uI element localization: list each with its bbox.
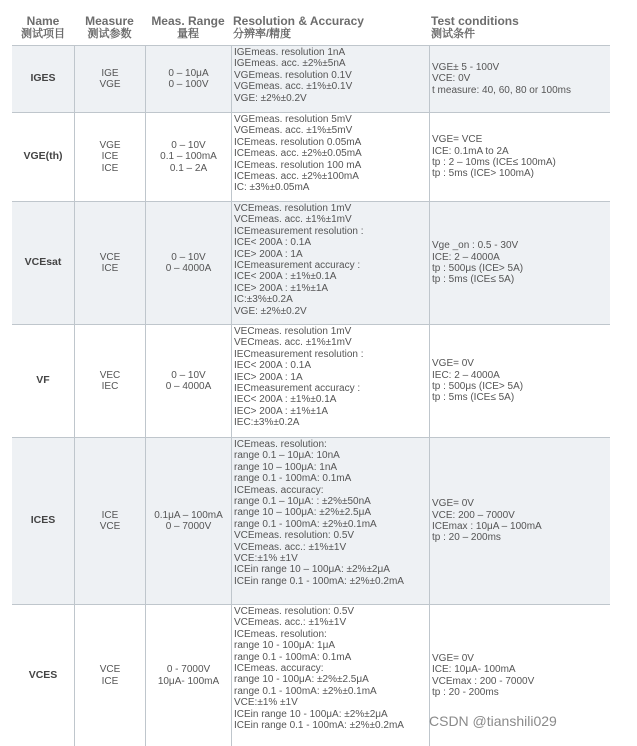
resolution-cell-line: ICEin range 0.1 - 100mA: ±2%±0.2mA [234,575,404,587]
measure-cell [74,202,145,324]
header-resolution [231,12,429,45]
conditions-cell-line: tp : 500μs (ICE> 5A) [432,263,524,274]
resolution-cell [231,605,429,746]
name-cell [12,202,74,324]
resolution-cell-line: range 0.1 - 100mA: 0.1mA [234,473,352,485]
table-body [12,45,610,746]
range-cell-line: 0 – 10V [171,251,206,263]
conditions-cell-line: tp : 5ms (ICE≤ 5A) [432,392,515,404]
header-measure-en: Measure [85,14,134,28]
table-row [12,45,610,112]
range-cell [145,605,231,746]
range-cell-line: 0 – 4000A [165,263,212,274]
conditions-cell-line: tp : 5ms (ICE≤ 5A) [432,274,515,286]
header-conditions-en: Test conditions [431,14,519,28]
conditions-cell-line: VCEmax : 200 - 7000V [432,675,535,687]
conditions-cell-line: tp : 5ms (ICE> 100mA) [432,168,534,180]
resolution-cell-line: IEC< 200A : ±1%±0.1A [234,394,337,406]
resolution-cell-line: VCEmeas. resolution 1mV [234,203,352,214]
measure-cell [74,325,145,437]
resolution-cell-line: range 0.1 – 10μA: : ±2%±50nA [234,496,371,508]
measure-cell-line: VGE [99,79,121,90]
resolution-cell-line: IEC> 200A : 1A [234,371,303,383]
table-header [12,12,610,45]
conditions-cell-line: VGE= 0V [432,652,474,664]
conditions-cell-line: IEC: 2 – 4000A [432,369,500,381]
range-cell-line: 0 – 10μA [168,67,209,79]
conditions-cell-line: VCE: 200 – 7000V [432,509,515,521]
conditions-cell [429,325,610,437]
resolution-cell-line: IEC> 200A : ±1%±1A [234,405,329,417]
resolution-cell [231,202,429,324]
table-row [12,201,610,324]
measure-cell-line: VCE [99,664,121,676]
measure-cell-line: VGE [99,139,121,151]
resolution-cell-line: ICEmeas. resolution 100 mA [234,159,362,171]
range-cell-line: 0 – 10V [171,369,206,381]
measure-cell-line: ICE [101,162,119,174]
resolution-cell-line: range 10 – 100μA: 1nA [234,461,338,473]
row-name: VF [36,374,50,387]
name-cell [12,605,74,746]
resolution-cell-line: VGE: ±2%±0.2V [234,92,307,104]
range-cell-line: 0.1μA – 100mA [154,509,223,521]
table-row [12,437,610,604]
resolution-cell-line: VGEmeas. resolution 5mV [234,114,352,125]
resolution-cell-line: IC: ±3%±0.05mA [234,182,310,194]
measure-cell-line: VCE [99,521,121,532]
header-name-zh: 测试项目 [21,28,65,40]
resolution-cell-line: ICEmeas. resolution: [234,439,327,450]
resolution-cell-line: ICEin range 10 – 100μA: ±2%±2μA [234,564,390,576]
resolution-cell-line: range 0.1 - 100mA: 0.1mA [234,651,352,663]
resolution-cell-line: IEC:±3%±0.2A [234,417,300,429]
header-resolution-en: Resolution & Accuracy [233,14,364,28]
range-cell [145,113,231,201]
resolution-cell-line: VGE: ±2%±0.2V [234,305,307,317]
conditions-cell-line: VGE= VCE [432,134,483,146]
resolution-cell-line: ICEmeasurement resolution : [234,225,364,237]
resolution-cell-line: IGEmeas. resolution 1nA [234,47,346,58]
measure-cell-line: IEC [101,381,119,392]
name-cell [12,46,74,112]
measure-cell-line: VCE [99,251,121,263]
conditions-cell [429,113,610,201]
header-range [145,12,231,45]
resolution-cell-line: ICE> 200A : ±1%±1A [234,282,329,294]
conditions-cell-line: ICE: 2 – 4000A [432,251,500,263]
resolution-cell-line: ICEin range 10 - 100μA: ±2%±2μA [234,708,388,720]
measure-cell-line: IGE [101,67,119,79]
measure-cell [74,605,145,746]
conditions-cell-line: tp : 20 – 200ms [432,532,501,544]
resolution-cell-line: VECmeas. acc. ±1%±1mV [234,337,352,349]
resolution-cell-line: VCEmeas. resolution: 0.5V [234,606,355,617]
range-cell [145,325,231,437]
name-cell [12,438,74,604]
conditions-cell-line: tp : 2 – 10ms (ICE≤ 100mA) [432,157,556,168]
resolution-cell-line: ICEmeas. acc. ±2%±100mA [234,171,359,183]
header-resolution-zh: 分辨率/精度 [233,28,292,40]
spec-table [12,12,610,746]
row-name: VCEsat [24,256,62,269]
resolution-cell [231,325,429,437]
row-name: VGE(th) [23,150,63,163]
range-cell-line: 0.1 – 2A [169,162,208,174]
resolution-cell-line: range 10 – 100μA: ±2%±2.5μA [234,507,372,519]
row-name: ICES [30,514,56,527]
header-name-en: Name [26,14,60,28]
conditions-cell-line: ICE: 0.1mA to 2A [432,145,509,157]
resolution-cell-line: IECmeasurement resolution : [234,348,364,360]
resolution-cell-line: ICEmeasurement accuracy : [234,260,361,272]
conditions-cell-line: ICE: 10μA- 100mA [432,664,516,676]
conditions-cell-line: tp : 20 - 200ms [432,686,499,698]
name-cell [12,325,74,437]
range-cell-line: 0 – 100V [168,79,209,90]
row-name: VCES [28,668,58,681]
conditions-cell-line: VCE: 0V [432,73,471,85]
resolution-cell-line: VGEmeas. acc. ±1%±0.1V [234,81,353,93]
resolution-cell-line: IGEmeas. acc. ±2%±5nA [234,58,346,70]
resolution-cell-line: ICE< 200A : ±1%±0.1A [234,271,337,283]
resolution-cell [231,438,429,604]
resolution-cell-line: ICEmeas. acc. ±2%±0.05mA [234,148,362,160]
watermark: CSDN @tianshili029 [429,713,557,729]
range-cell [145,438,231,604]
header-range-zh: 量程 [177,28,199,40]
resolution-cell-line: IECmeasurement accuracy : [234,383,361,395]
resolution-cell-line: VCEmeas. acc.: ±1%±1V [234,617,347,629]
measure-cell-line: ICE [101,263,119,274]
header-range-en: Meas. Range [151,14,225,28]
range-cell-line: 10μA- 100mA [157,675,220,687]
resolution-cell-line: range 0.1 - 100mA: ±2%±0.1mA [234,685,377,697]
row-name: IGES [30,72,56,85]
conditions-cell-line: Vge _on : 0.5 - 30V [432,240,519,252]
resolution-cell-line: VCEmeas. acc.: ±1%±1V [234,541,347,553]
resolution-cell-line: VGEmeas. acc. ±1%±5mV [234,125,353,137]
range-cell [145,202,231,324]
header-measure-zh: 测试参数 [87,28,132,40]
measure-cell [74,113,145,201]
conditions-cell [429,46,610,112]
table-row [12,112,610,201]
measure-cell-line: VEC [99,369,121,381]
resolution-cell-line: VECmeas. resolution 1mV [234,326,352,337]
resolution-cell-line: IC:±3%±0.2A [234,294,293,306]
conditions-cell-line: ICEmax : 10μA – 100mA [432,521,542,532]
resolution-cell-line: range 0.1 – 10μA: 10nA [234,450,340,462]
resolution-cell-line: VCEmeas. acc. ±1%±1mV [234,214,352,226]
conditions-cell-line: VGE= 0V [432,358,474,370]
measure-cell [74,46,145,112]
conditions-cell [429,202,610,324]
resolution-cell-line: VCE:±1% ±1V [234,697,298,709]
header-conditions-zh: 测试条件 [431,28,475,40]
conditions-cell-line: VGE= 0V [432,498,474,510]
resolution-cell [231,46,429,112]
resolution-cell-line: range 10 - 100μA: ±2%±2.5μA [234,674,369,686]
range-cell-line: 0.1 – 100mA [160,151,217,163]
resolution-cell-line: VCE:±1% ±1V [234,553,298,565]
range-cell-line: 0 - 7000V [166,664,211,676]
range-cell [145,46,231,112]
resolution-cell-line: ICEmeas. accuracy: [234,484,324,496]
range-cell-line: 0 – 4000A [165,381,212,392]
measure-cell-line: ICE [101,151,119,163]
resolution-cell-line: ICE< 200A : 0.1A [234,237,311,249]
resolution-cell-line: VCEmeas. resolution: 0.5V [234,530,355,542]
conditions-cell-line: t measure: 40, 60, 80 or 100ms [432,84,571,96]
resolution-cell-line: ICEmeas. resolution 0.05mA [234,136,362,148]
resolution-cell-line: VGEmeas. resolution 0.1V [234,69,352,81]
measure-cell [74,438,145,604]
conditions-cell [429,438,610,604]
measure-cell-line: ICE [101,675,119,687]
resolution-cell [231,113,429,201]
table-row [12,324,610,437]
conditions-cell-line: tp : 500μs (ICE> 5A) [432,381,524,392]
header-conditions [429,12,610,45]
resolution-cell-line: ICEin range 0.1 - 100mA: ±2%±0.2mA [234,720,404,732]
resolution-cell-line: ICE> 200A : 1A [234,248,303,260]
resolution-cell-line: ICEmeas. resolution: [234,628,327,640]
name-cell [12,113,74,201]
resolution-cell-line: range 0.1 - 100mA: ±2%±0.1mA [234,518,377,530]
range-cell-line: 0 – 7000V [165,521,212,532]
range-cell-line: 0 – 10V [171,139,206,151]
measure-cell-line: ICE [101,509,119,521]
resolution-cell-line: ICEmeas. accuracy: [234,663,324,675]
header-measure [74,12,145,45]
header-name [12,12,74,45]
resolution-cell-line: range 10 - 100μA: 1μA [234,640,336,652]
conditions-cell-line: VGE± 5 - 100V [432,61,500,73]
resolution-cell-line: IEC< 200A : 0.1A [234,360,311,372]
